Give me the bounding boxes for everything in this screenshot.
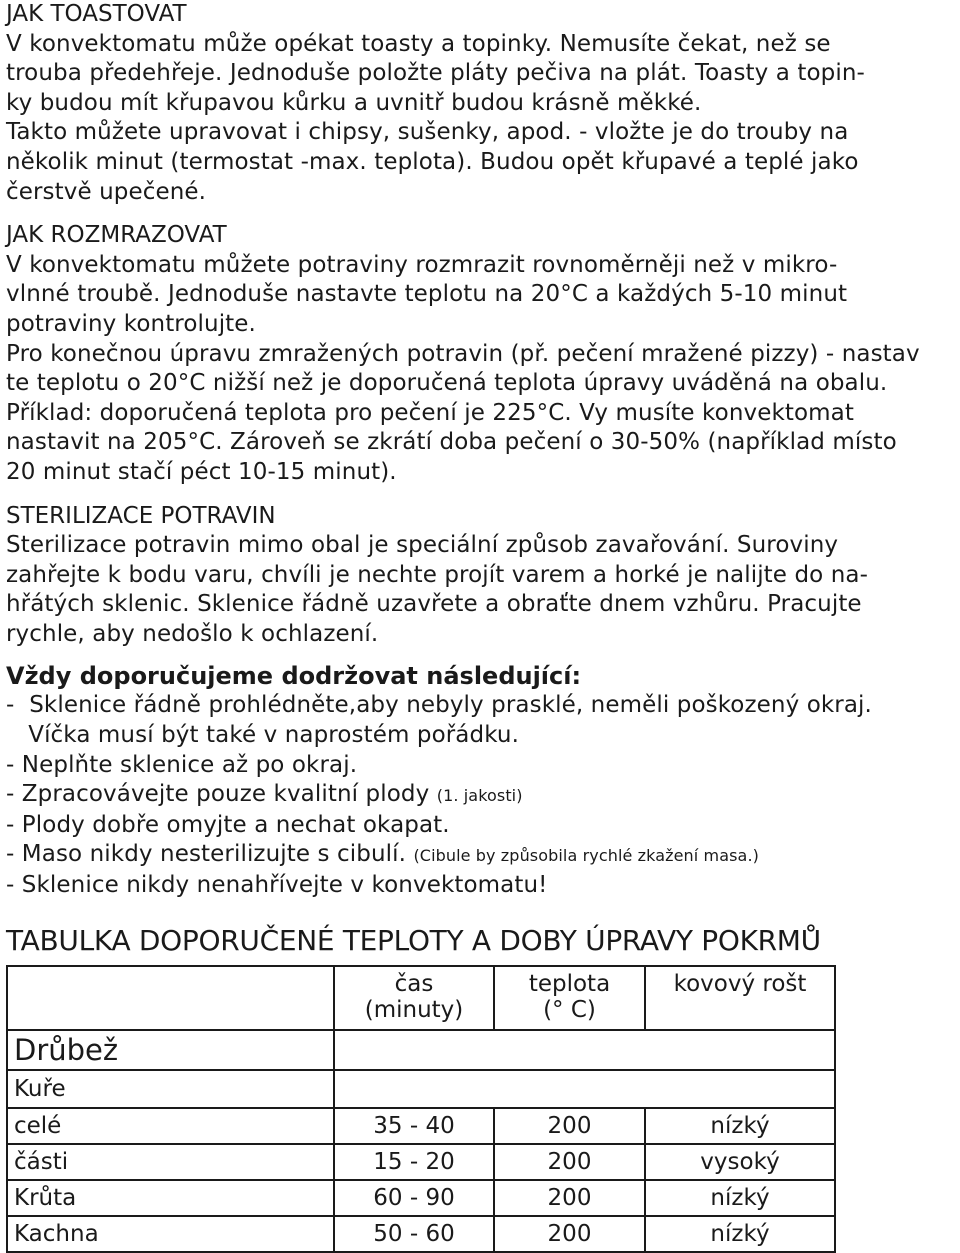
- table-category-cell: Drůbež: [7, 1030, 334, 1070]
- table-cell: Kachna: [7, 1216, 334, 1252]
- paragraph-line: hřátých sklenic. Sklenice řádně uzavřete a obraťte dnem vzhůru. Pracujte: [6, 591, 862, 618]
- table-header-cell: teplota (° C): [494, 966, 645, 1030]
- paragraph-line: potraviny kontrolujte.: [6, 310, 256, 337]
- paragraph-line: Takto můžete upravovat i chipsy, sušenky, apod. - vložte je do trouby na: [6, 119, 849, 146]
- paragraph-line: V konvektomatu můžete potraviny rozmrazit rovnoměrněji než v mikro-: [6, 251, 838, 278]
- paragraph-line: nastavit na 205°C. Zároveň se zkrátí doba pečení o 30-50% (například místo: [6, 429, 897, 456]
- table-header-cell: [7, 966, 334, 1030]
- table-cell: 200: [494, 1216, 645, 1252]
- temperature-table: [6, 965, 836, 1253]
- paragraph-line: Sterilizace potravin mimo obal je speciální způsob zavařování. Suroviny: [6, 532, 839, 559]
- table-cell: 200: [494, 1144, 645, 1180]
- list-item: Víčka musí být také v naprostém pořádku.: [6, 722, 520, 749]
- paragraph-line: Příklad: doporučená teplota pro pečení je 225°C. Vy musíte konvektomat: [6, 399, 854, 426]
- table-cell: 200: [494, 1108, 645, 1144]
- table-category-row: [7, 1030, 835, 1070]
- paragraph-line: zahřejte k bodu varu, chvíli je nechte projít varem a horké je nalijte do na-: [6, 561, 869, 588]
- table-cell: 50 - 60: [334, 1216, 494, 1252]
- table-cell: Krůta: [7, 1180, 334, 1216]
- table-cell: nízký: [645, 1180, 835, 1216]
- list-item: - Sklenice nikdy nenahřívejte v konvektomatu!: [6, 872, 548, 899]
- section-heading-defrost: JAK ROZMRAZOVAT: [6, 222, 227, 249]
- table-header-cell: kovový rošt: [645, 966, 835, 1030]
- paragraph-line: V konvektomatu může opékat toasty a topinky. Nemusíte čekat, než se: [6, 30, 831, 57]
- table-row: [7, 1108, 835, 1144]
- paragraph-line: několik minut (termostat -max. teplota). Budou opět křupavé a teplé jako: [6, 148, 859, 175]
- table-cell: celé: [7, 1108, 334, 1144]
- table-subcategory-row: [7, 1070, 835, 1108]
- paragraph-line: Pro konečnou úpravu zmražených potravin (př. pečení mražené pizzy) - nastav: [6, 340, 920, 367]
- table-title: TABULKA DOPORUČENÉ TEPLOTY A DOBY ÚPRAVY POKRMŮ: [6, 924, 821, 957]
- paragraph-line: vlnné troubě. Jednoduše nastavte teplotu na 20°C a každých 5-10 minut: [6, 281, 848, 308]
- document-page: [6, 0, 956, 901]
- list-item: - Maso nikdy nesterilizujte s cibulí. (Cibule by způsobila rychlé zkažení masa.): [6, 841, 759, 868]
- table-cell: 60 - 90: [334, 1180, 494, 1216]
- table-header-row: [7, 966, 835, 1030]
- list-item: - Neplňte sklenice až po okraj.: [6, 751, 358, 778]
- table-cell: 200: [494, 1180, 645, 1216]
- list-item: - Plody dobře omyjte a nechat okapat.: [6, 811, 450, 838]
- list-item: - Zpracovávejte pouze kvalitní plody (1. jakosti): [6, 781, 523, 808]
- list-item: - Sklenice řádně prohlédněte,aby nebyly prasklé, neměli poškozený okraj.: [6, 692, 872, 719]
- table-row: [7, 1144, 835, 1180]
- paragraph-line: te teplotu o 20°C nižší než je doporučená teplota úpravy uváděná na obalu.: [6, 370, 888, 397]
- paragraph-line: trouba předehřeje. Jednoduše položte pláty pečiva na plát. Toasty a topin-: [6, 60, 865, 87]
- table-cell: 15 - 20: [334, 1144, 494, 1180]
- paragraph-line: čerstvě upečené.: [6, 178, 207, 205]
- table-cell: vysoký: [645, 1144, 835, 1180]
- table-header-cell: čas (minuty): [334, 966, 494, 1030]
- table-cell: nízký: [645, 1216, 835, 1252]
- section-heading-toast: JAK TOASTOVAT: [6, 1, 187, 27]
- list-item-note: (Cibule by způsobila rychlé zkažení masa.): [413, 846, 759, 866]
- table-row: [7, 1180, 835, 1216]
- table-subcategory-cell: Kuře: [7, 1070, 334, 1108]
- section-heading-sterilize: STERILIZACE POTRAVIN: [6, 502, 276, 529]
- table-row: [7, 1216, 835, 1252]
- paragraph-line: 20 minut stačí péct 10-15 minut).: [6, 458, 397, 485]
- table-cell: části: [7, 1144, 334, 1180]
- paragraph-line: rychle, aby nedošlo k ochlazení.: [6, 620, 379, 647]
- list-item-note: (1. jakosti): [436, 786, 523, 806]
- paragraph-line: ky budou mít křupavou kůrku a uvnitř budou krásně měkké.: [6, 89, 702, 116]
- recommend-title: Vždy doporučujeme dodržovat následující:: [6, 662, 582, 691]
- table-cell: nízký: [645, 1108, 835, 1144]
- table-cell: 35 - 40: [334, 1108, 494, 1144]
